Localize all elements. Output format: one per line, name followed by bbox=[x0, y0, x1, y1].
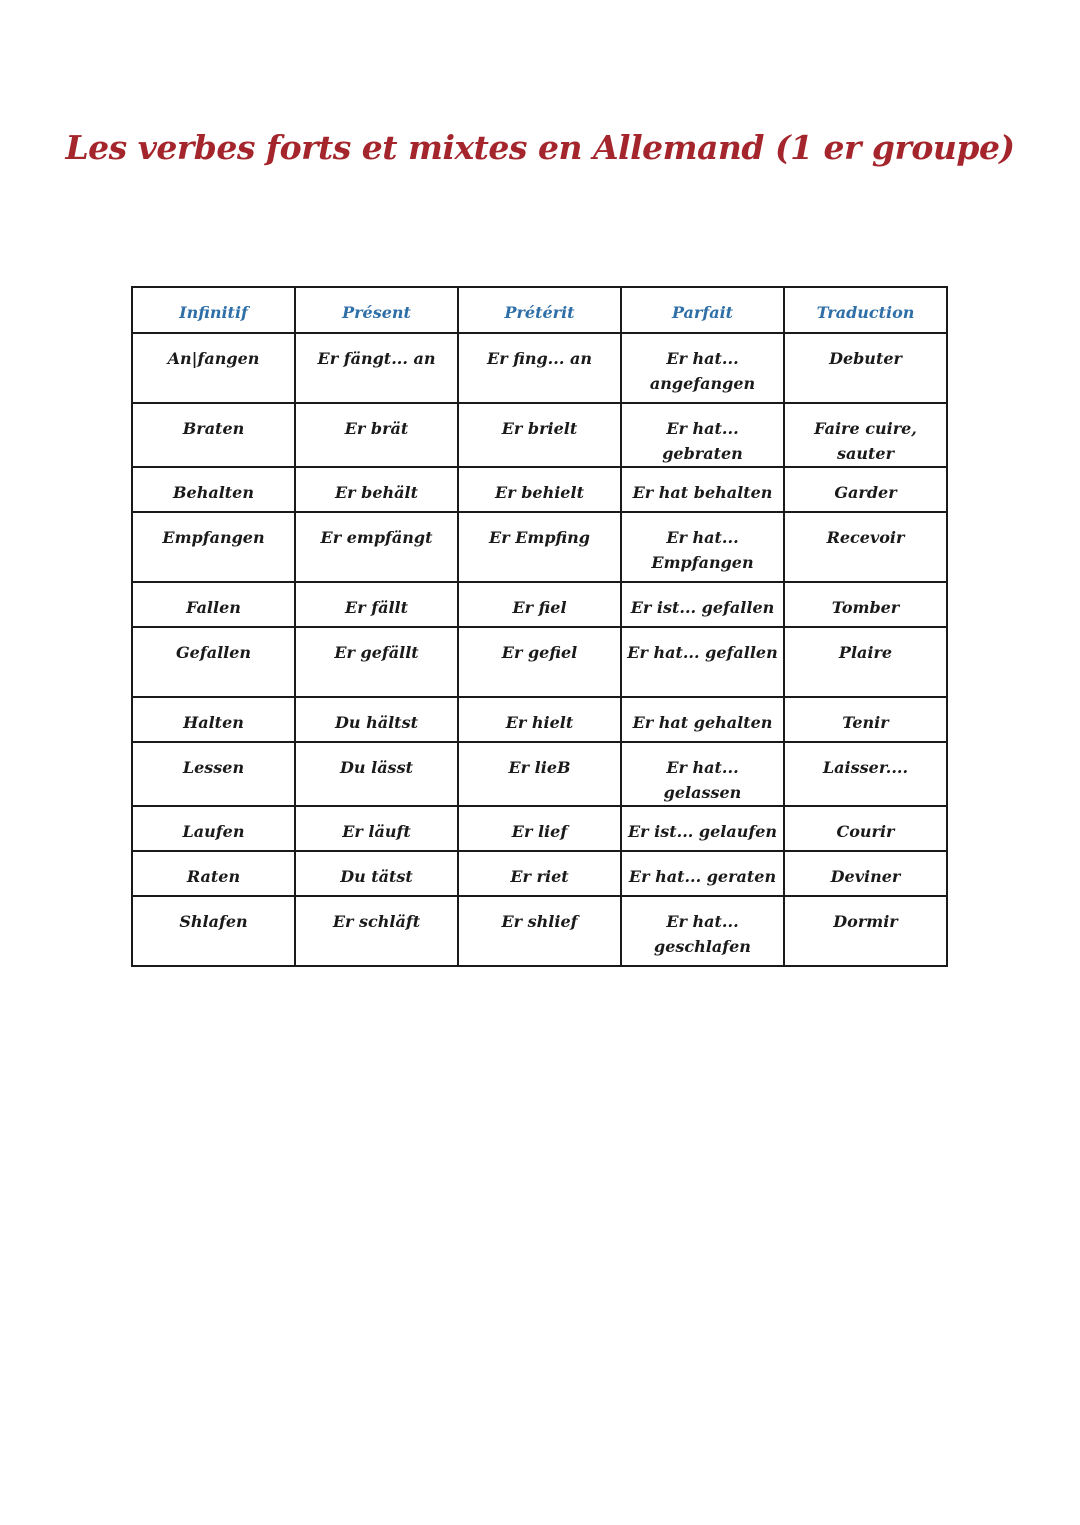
table-row bbox=[132, 403, 947, 467]
cell-preterit: Er hielt bbox=[458, 697, 621, 742]
cell-infinitif: Halten bbox=[132, 697, 295, 742]
cell-parfait: Er hat... geraten bbox=[621, 851, 784, 896]
cell-infinitif: Braten bbox=[132, 403, 295, 467]
cell-preterit: Er lieB bbox=[458, 742, 621, 806]
cell-traduction: Faire cuire, sauter bbox=[784, 403, 947, 467]
cell-infinitif: Gefallen bbox=[132, 627, 295, 697]
cell-present: Er empfängt bbox=[295, 512, 458, 582]
cell-preterit: Er fing... an bbox=[458, 333, 621, 403]
cell-parfait: Er hat... gefallen bbox=[621, 627, 784, 697]
cell-preterit: Er shlief bbox=[458, 896, 621, 966]
cell-preterit: Er lief bbox=[458, 806, 621, 851]
page-title: Les verbes forts et mixtes en Allemand (1 er groupe) bbox=[65, 128, 1015, 167]
table-row bbox=[132, 627, 947, 697]
cell-parfait: Er hat... angefangen bbox=[621, 333, 784, 403]
cell-infinitif: Raten bbox=[132, 851, 295, 896]
cell-parfait: Er hat... gebraten bbox=[621, 403, 784, 467]
cell-present: Er fällt bbox=[295, 582, 458, 627]
header-parfait: Parfait bbox=[621, 287, 784, 333]
verb-table bbox=[131, 286, 948, 967]
cell-preterit: Er fiel bbox=[458, 582, 621, 627]
cell-infinitif: Behalten bbox=[132, 467, 295, 512]
table-row bbox=[132, 512, 947, 582]
cell-preterit: Er riet bbox=[458, 851, 621, 896]
cell-parfait: Er ist... gefallen bbox=[621, 582, 784, 627]
cell-traduction: Tomber bbox=[784, 582, 947, 627]
table-row bbox=[132, 333, 947, 403]
cell-traduction: Plaire bbox=[784, 627, 947, 697]
table-row bbox=[132, 697, 947, 742]
cell-infinitif: Fallen bbox=[132, 582, 295, 627]
cell-traduction: Laisser.... bbox=[784, 742, 947, 806]
cell-preterit: Er Empfing bbox=[458, 512, 621, 582]
cell-traduction: Recevoir bbox=[784, 512, 947, 582]
cell-traduction: Garder bbox=[784, 467, 947, 512]
cell-present: Du tätst bbox=[295, 851, 458, 896]
cell-present: Du hältst bbox=[295, 697, 458, 742]
cell-infinitif: Empfangen bbox=[132, 512, 295, 582]
cell-traduction: Dormir bbox=[784, 896, 947, 966]
cell-infinitif: Laufen bbox=[132, 806, 295, 851]
table-row bbox=[132, 896, 947, 966]
table-row bbox=[132, 582, 947, 627]
cell-present: Er gefällt bbox=[295, 627, 458, 697]
cell-infinitif: Shlafen bbox=[132, 896, 295, 966]
cell-parfait: Er hat behalten bbox=[621, 467, 784, 512]
cell-traduction: Debuter bbox=[784, 333, 947, 403]
cell-parfait: Er hat... geschlafen bbox=[621, 896, 784, 966]
table-row bbox=[132, 806, 947, 851]
cell-parfait: Er hat... gelassen bbox=[621, 742, 784, 806]
table-row bbox=[132, 467, 947, 512]
cell-traduction: Courir bbox=[784, 806, 947, 851]
table-row bbox=[132, 851, 947, 896]
cell-present: Er schläft bbox=[295, 896, 458, 966]
cell-preterit: Er gefiel bbox=[458, 627, 621, 697]
cell-parfait: Er hat gehalten bbox=[621, 697, 784, 742]
cell-present: Er brät bbox=[295, 403, 458, 467]
cell-present: Du lässt bbox=[295, 742, 458, 806]
table-header-row bbox=[132, 287, 947, 333]
header-present: Présent bbox=[295, 287, 458, 333]
header-preterit: Prétérit bbox=[458, 287, 621, 333]
cell-present: Er behält bbox=[295, 467, 458, 512]
header-infinitif: Infinitif bbox=[132, 287, 295, 333]
cell-preterit: Er brielt bbox=[458, 403, 621, 467]
cell-present: Er läuft bbox=[295, 806, 458, 851]
header-traduction: Traduction bbox=[784, 287, 947, 333]
cell-parfait: Er hat... Empfangen bbox=[621, 512, 784, 582]
cell-infinitif: An|fangen bbox=[132, 333, 295, 403]
cell-traduction: Tenir bbox=[784, 697, 947, 742]
cell-traduction: Deviner bbox=[784, 851, 947, 896]
cell-infinitif: Lessen bbox=[132, 742, 295, 806]
cell-preterit: Er behielt bbox=[458, 467, 621, 512]
cell-parfait: Er ist... gelaufen bbox=[621, 806, 784, 851]
table-row bbox=[132, 742, 947, 806]
cell-present: Er fängt... an bbox=[295, 333, 458, 403]
